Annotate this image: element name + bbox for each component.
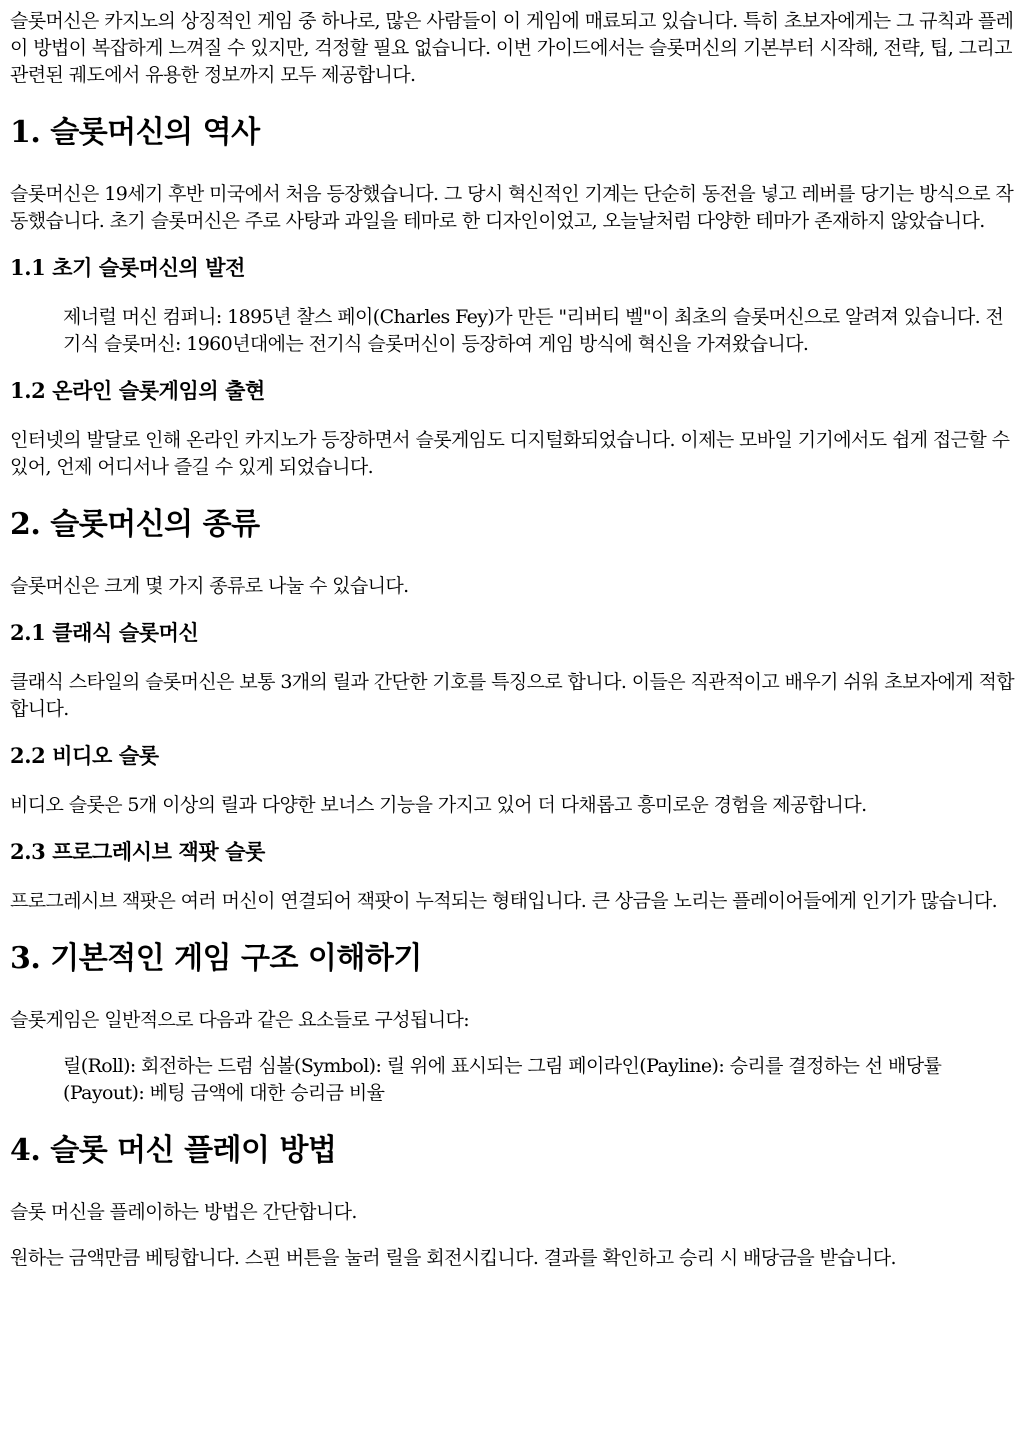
classic-paragraph: 클래식 스타일의 슬롯머신은 보통 3개의 릴과 간단한 기호를 특징으로 합니다. 이들은 직관적이고 배우기 쉬워 초보자에게 적합합니다.: [10, 671, 1014, 720]
video-paragraph: 비디오 슬롯은 5개 이상의 릴과 다양한 보너스 기능을 가지고 있어 더 다채롭고 흥미로운 경험을 제공합니다.: [10, 794, 867, 816]
structure-elements-quote: 릴(Roll): 회전하는 드럼 심볼(Symbol): 릴 위에 표시되는 그림 페이라인(Payline): 승리를 결정하는 선 배당률(Payout): 베팅 금액에 대한 승리금 비율: [63, 1055, 942, 1104]
article: [0, 8, 1024, 1272]
history-paragraph: 슬롯머신은 19세기 후반 미국에서 처음 등장했습니다. 그 당시 혁신적인 기계는 단순히 동전을 넣고 레버를 당기는 방식으로 작동했습니다. 초기 슬롯머신은 주로 사탕과 과일을 테마로 한 디자인이었고, 오늘날처럼 다양한 테마가 존재하지 않았습니다.: [10, 183, 1014, 232]
section-heading-types: 2. 슬롯머신의 종류: [10, 507, 260, 542]
subsection-heading-early-development: 1.1 초기 슬롯머신의 발전: [10, 255, 246, 280]
subsection-heading-video: 2.2 비디오 슬롯: [10, 743, 159, 768]
how-to-play-steps-paragraph: 원하는 금액만큼 베팅합니다. 스핀 버튼을 눌러 릴을 회전시킵니다. 결과를 확인하고 승리 시 배당금을 받습니다.: [10, 1247, 896, 1269]
section-heading-structure: 3. 기본적인 게임 구조 이해하기: [10, 941, 422, 976]
section-heading-how-to-play: 4. 슬롯 머신 플레이 방법: [10, 1133, 337, 1168]
types-paragraph: 슬롯머신은 크게 몇 가지 종류로 나눌 수 있습니다.: [10, 575, 409, 597]
subsection-heading-online-slots: 1.2 온라인 슬롯게임의 출현: [10, 378, 265, 403]
structure-paragraph: 슬롯게임은 일반적으로 다음과 같은 요소들로 구성됩니다:: [10, 1009, 470, 1031]
intro-paragraph: 슬롯머신은 카지노의 상징적인 게임 중 하나로, 많은 사람들이 이 게임에 매료되고 있습니다. 특히 초보자에게는 그 규칙과 플레이 방법이 복잡하게 느껴질 수 있지만, 걱정할 필요 없습니다. 이번 가이드에서는 슬롯머신의 기본부터 시작해, 전략, 팁, 그리고 관련된 궤도에서 유용한 정보까지 모두 제공합니다.: [10, 10, 1014, 86]
early-development-quote: 제너럴 머신 컴퍼니: 1895년 찰스 페이(Charles Fey)가 만든 "리버티 벨"이 최초의 슬롯머신으로 알려져 있습니다. 전기식 슬롯머신: 1960년대에는 전기식 슬롯머신이 등장하여 게임 방식에 혁신을 가져왔습니다.: [63, 306, 1004, 355]
subsection-heading-classic: 2.1 클래식 슬롯머신: [10, 620, 199, 645]
subsection-heading-progressive: 2.3 프로그레시브 잭팟 슬롯: [10, 839, 265, 864]
online-slots-paragraph: 인터넷의 발달로 인해 온라인 카지노가 등장하면서 슬롯게임도 디지털화되었습니다. 이제는 모바일 기기에서도 쉽게 접근할 수 있어, 언제 어디서나 즐길 수 있게 되었습니다.: [10, 429, 1010, 478]
section-heading-history: 1. 슬롯머신의 역사: [10, 115, 260, 150]
progressive-paragraph: 프로그레시브 잭팟은 여러 머신이 연결되어 잭팟이 누적되는 형태입니다. 큰 상금을 노리는 플레이어들에게 인기가 많습니다.: [10, 890, 998, 912]
how-to-play-paragraph: 슬롯 머신을 플레이하는 방법은 간단합니다.: [10, 1201, 357, 1223]
